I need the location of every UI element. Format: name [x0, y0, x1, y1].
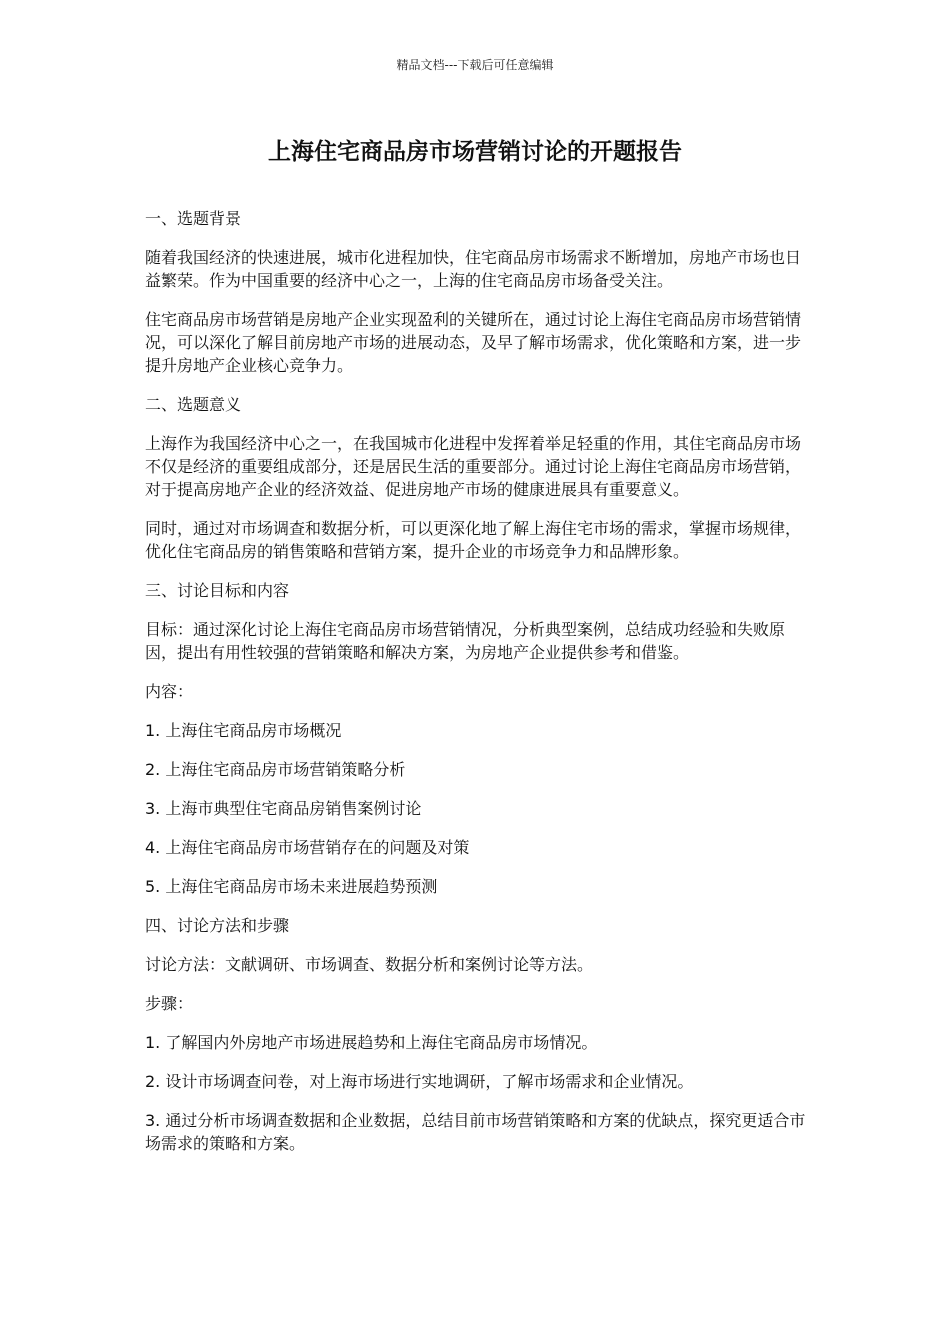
- list-item: 1. 了解国内外房地产市场进展趋势和上海住宅商品房市场情况。: [145, 1033, 598, 1052]
- paragraph-significance-1: 上海作为我国经济中心之一，在我国城市化进程中发挥着举足轻重的作用，其住宅商品房市场不仅是经济的重要组成部分，还是居民生活的重要部分。通过讨论上海住宅商品房市场营销，对于提高房地产企业的经济效益、促进房地产市场的健康进展具有重要意义。: [145, 434, 802, 499]
- list-item: 3. 上海市典型住宅商品房销售案例讨论: [145, 799, 422, 818]
- section-heading-background: 一、选题背景: [145, 209, 242, 228]
- section-heading-methods: 四、讨论方法和步骤: [145, 916, 290, 935]
- paragraph-background-1: 随着我国经济的快速进展，城市化进程加快，住宅商品房市场需求不断增加，房地产市场也日益繁荣。作为中国重要的经济中心之一，上海的住宅商品房市场备受关注。: [145, 248, 802, 290]
- paragraph-significance-2: 同时，通过对市场调查和数据分析，可以更深化地了解上海住宅市场的需求，掌握市场规律，优化住宅商品房的销售策略和营销方案，提升企业的市场竞争力和品牌形象。: [145, 519, 802, 561]
- section-heading-goals: 三、讨论目标和内容: [145, 581, 290, 600]
- content-label: 内容：: [145, 682, 194, 701]
- header-note: 精品文档---下载后可任意编辑: [396, 58, 554, 72]
- list-item: 5. 上海住宅商品房市场未来进展趋势预测: [145, 877, 438, 896]
- paragraph-background-2: 住宅商品房市场营销是房地产企业实现盈利的关键所在，通过讨论上海住宅商品房市场营销情况，可以深化了解目前房地产市场的进展动态，及早了解市场需求，优化策略和方案，进一步提升房地产企业核心竞争力。: [145, 310, 802, 375]
- list-item: 3. 通过分析市场调查数据和企业数据，总结目前市场营销策略和方案的优缺点，探究更适合市场需求的策略和方案。: [145, 1111, 806, 1153]
- paragraph-methods: 讨论方法：文献调研、市场调查、数据分析和案例讨论等方法。: [145, 955, 594, 974]
- list-item: 4. 上海住宅商品房市场营销存在的问题及对策: [145, 838, 470, 857]
- paragraph-goals: 目标：通过深化讨论上海住宅商品房市场营销情况，分析典型案例，总结成功经验和失败原因，提出有用性较强的营销策略和解决方案，为房地产企业提供参考和借鉴。: [145, 620, 786, 662]
- document-title: 上海住宅商品房市场营销讨论的开题报告: [268, 139, 682, 165]
- section-heading-significance: 二、选题意义: [145, 395, 242, 414]
- steps-label: 步骤：: [145, 994, 194, 1013]
- list-item: 2. 设计市场调查问卷，对上海市场进行实地调研，了解市场需求和企业情况。: [145, 1072, 694, 1091]
- list-item: 1. 上海住宅商品房市场概况: [145, 721, 342, 740]
- document-body: [145, 207, 813, 1171]
- list-item: 2. 上海住宅商品房市场营销策略分析: [145, 760, 406, 779]
